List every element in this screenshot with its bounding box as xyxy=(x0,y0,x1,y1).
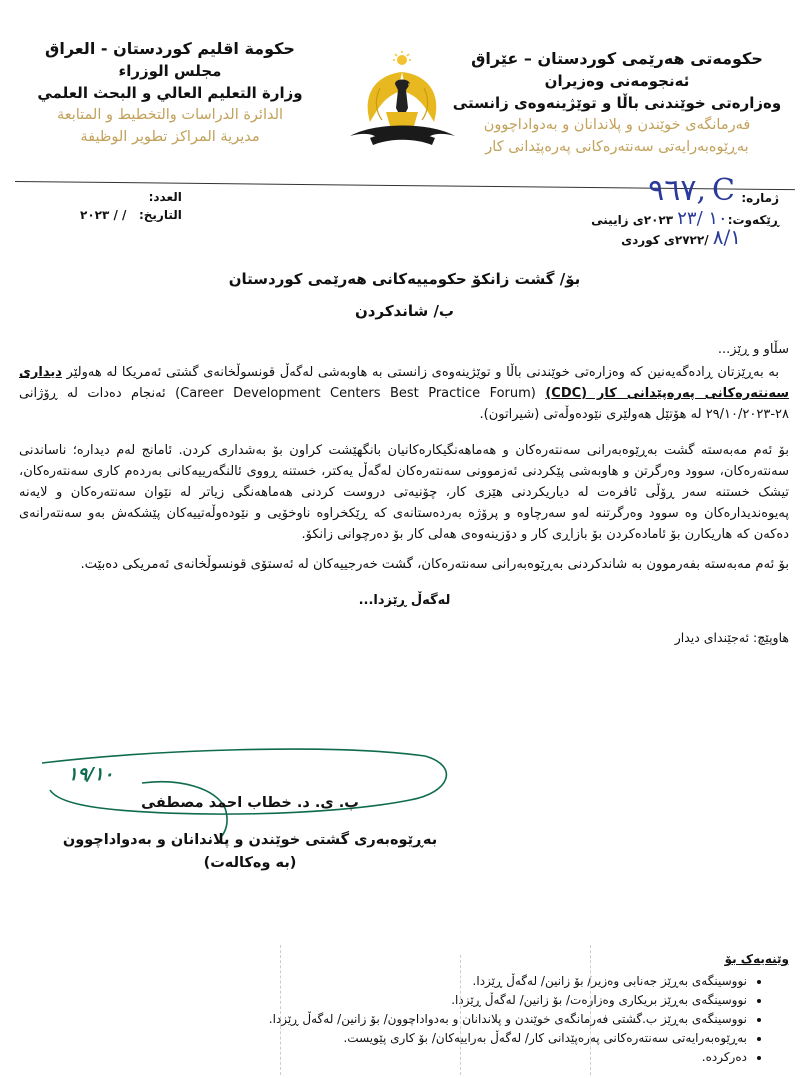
arabic-council-name: مجلس الوزراء xyxy=(118,62,222,80)
kurdish-directorate-name: بەڕێوەبەرایەتی سەنتەرەکانی پەرەپێدانی کار xyxy=(485,139,749,155)
copy-recipient: • بەڕێوەبەرایەتی سەنتەرەکانی پەرەپێدانی کار/ لەگەڵ بەراییەکان/ بۆ کاری پێویست. xyxy=(187,1029,747,1048)
arabic-directorate-name: مديرية المراكز تطوير الوظيفة xyxy=(80,129,260,145)
number-label: ژمارە: xyxy=(741,191,779,205)
handwritten-date: ١٠ /٢٣ xyxy=(677,208,728,229)
copy-recipient: • دەرکردە. xyxy=(187,1048,747,1067)
copy-recipient: • نووسینگەی بەڕێز بریکاری وەزارەت/ بۆ زانین/ لەگەڵ ڕێزدا. xyxy=(187,991,747,1010)
arabic-government-name: حكومة اقليم كوردستان - العراق xyxy=(45,39,295,58)
copies-title: وێنەیەک بۆ xyxy=(724,952,789,966)
paragraph-3: بۆ ئەم مەبەستە بفەرموون بە شاندکردنی بەڕێوەبەرانی سەنتەرەکان، گشت خەرجییەکان لە ئەستۆی قونسوڵخانەی ئەمریکی دەبێت. xyxy=(80,557,789,572)
kurdish-letterhead xyxy=(447,48,787,158)
arabic-ministry-name: وزارة التعليم العالي و البحث العلمي xyxy=(37,84,303,102)
handwritten-kurdish-date: ٨/١ xyxy=(712,225,741,249)
forum-name-english: (Career Development Centers Best Practice Forum) xyxy=(175,386,536,401)
kurdish-council-name: ئەنجومەنی وەزیران xyxy=(544,72,690,90)
signatory-capacity: (بە وەکالەت) xyxy=(203,855,297,871)
greeting: سڵاو و ڕێز... xyxy=(717,342,789,357)
signature-scribble xyxy=(30,738,450,838)
paragraph-2: بۆ ئەم مەبەستە گشت بەڕێوەبەرانی سەنتەرەکان و هەماهەنگیکارەکانیان بانگهێشت کراون بۆ بەشداری کردن. ئامانج لەم دیدارە؛ ناساندنی سەنتەرەکان، سوود وەرگرتن و هاوبەشی پێکردنی ئەزموونی سەنتەرەکان لەگەڵ یەکتر، خستنە ڕووی ئالنگەرییەکانی بەردەم کاری سەنتەرەکان، تیشک خستنە سەر ڕۆڵی ئافرەت لە دیاریکردنی هێزی کار، چۆنیەتی دروست کردنی هەماهەنگی زیاتر لە نێوان سەنتەرەکان و لایەنە پەیوەندیدارەکان وە سوود وەرگرتنە لەو سەرچاوە و پرۆژە بەردەستانەی کە ڕێکخراوە ناوخۆیی و نێودەوڵەتییەکان پێشکەش بەو سەنتەرانەی دەکەن کە هاریکارن بۆ ئامادەکردن بۆ بازاڕی کار و دۆزینەوەی هەلی کار بۆ دەرچوانی زانکۆ. xyxy=(19,443,789,542)
kurdish-ministry-name: وەزارەتی خوێندنی باڵا و توێژینەوەی زانستی xyxy=(452,94,782,112)
arabic-date-value: / / ٢٠٢٣ xyxy=(80,208,127,222)
gregorian-date: ٢٠٢٣ی زایینی xyxy=(591,213,674,227)
kurdish-government-name: حكومەتی هەرێمی کوردستان – عێراق xyxy=(471,49,763,68)
handwritten-number: C,٩٦٧ xyxy=(648,173,741,208)
paragraph-1 xyxy=(19,362,789,425)
copy-recipient: • نووسینگەی بەڕێز جەنابی وەزیر/ بۆ زانین/ لەگەڵ ڕێزدا. xyxy=(187,972,747,991)
fold-mark xyxy=(280,945,281,1075)
arabic-department-name: الدائرة الدراسات والتخطيط و المتابعة xyxy=(56,107,284,123)
copy-recipient: • نووسینگەی بەڕێز ب.گشتی فەرمانگەی خوێندن و پلاندانان و بەدواداچوون/ بۆ زانین/ لەگەڵ ڕێزدا. xyxy=(187,1010,747,1029)
arabic-date-label: التاريخ: xyxy=(138,208,182,222)
kurdish-reference-block xyxy=(591,173,779,249)
fold-mark xyxy=(590,945,591,1075)
copies-list xyxy=(187,972,769,1067)
signature-initials: ١٩/١٠ xyxy=(68,764,114,785)
signatory-name: پ. ی. د. خطاب احمد مصطفى xyxy=(141,795,359,811)
subject-line: ب/ شاندکردن xyxy=(354,302,454,320)
kurdish-calendar-date: /٢٧٢٢ی کوردی xyxy=(621,233,709,247)
attachment-note: هاوپێچ: ئەجێندای دیدار xyxy=(674,630,789,645)
kurdish-department-name: فەرمانگەی خوێندن و پلاندانان و بەدواداچوون xyxy=(483,117,751,133)
forum-name-kurdish: دیداری سەنتەرەکانی پەرەپێدانی کار (CDC) xyxy=(19,365,790,401)
arabic-letterhead xyxy=(20,38,320,148)
recipient-line: بۆ/ گشت زانکۆ حکومییەکانی هەرێمی کوردستان xyxy=(228,270,581,288)
fold-mark xyxy=(460,955,461,1075)
date-label: ڕێکەوت: xyxy=(727,213,779,227)
signatory-title: بەڕێوەبەری گشتی خوێندن و پلاندانان و بەدواداچوون xyxy=(62,832,438,848)
arabic-number-label: العدد: xyxy=(148,190,182,204)
arabic-reference-block xyxy=(80,188,182,224)
paragraph-1-intro: بە بەڕێزتان ڕادەگەیەنین کە وەزارەتی خوێندنی باڵا و توێژینەوەی زانستی بە هاوبەشی لەگەڵ قونسوڵخانەی گشتی ئەمریکا لە هەولێر xyxy=(66,365,779,380)
paragraph-1-details: ئەنجام دەدات لە ڕۆژانی ٢٨-٢٩/١٠/٢٠٢٣ لە هۆتێل هەولێری نێودەوڵەتی (شیراتون). xyxy=(19,386,789,422)
closing: لەگەڵ ڕێزدا... xyxy=(358,593,451,608)
